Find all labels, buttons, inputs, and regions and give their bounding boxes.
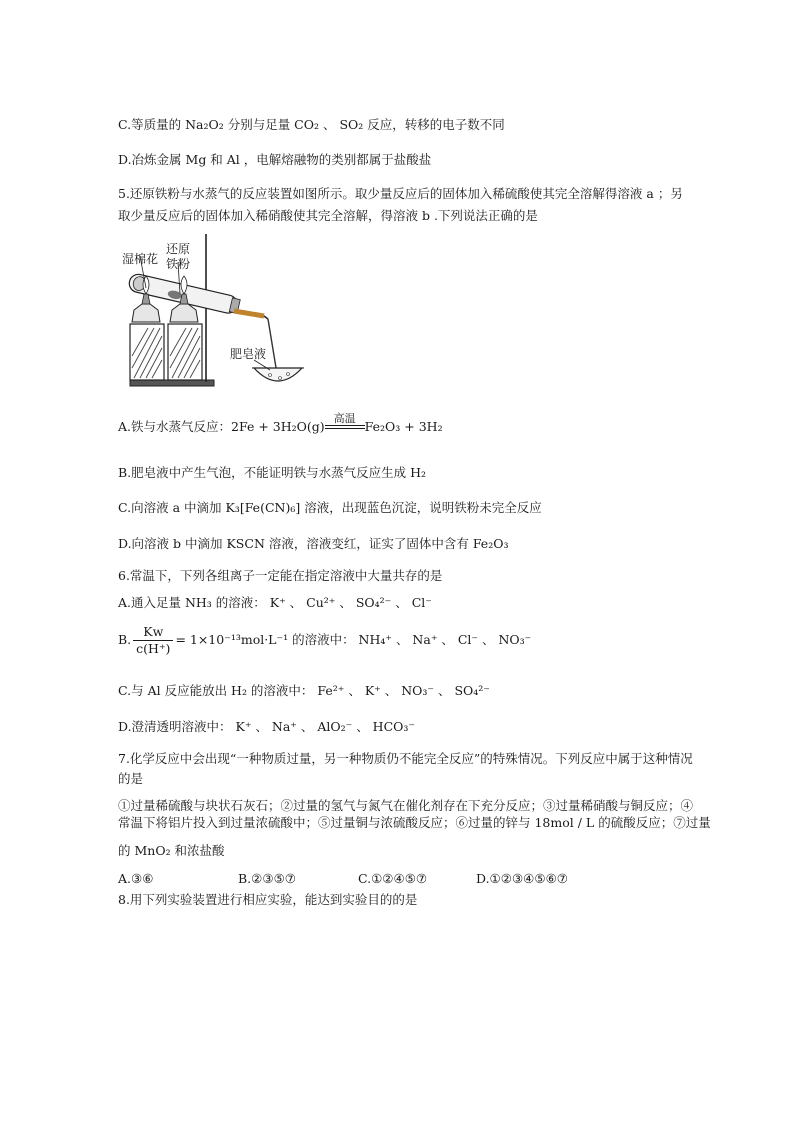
q6-option-c: C.与 Al 反应能放出 H₂ 的溶液中： Fe²⁺ 、 K⁺ 、 NO₃⁻ 、 SO₄²⁻ — [118, 683, 490, 698]
q5-option-d: D.向溶液 b 中滴加 KSCN 溶液，溶液变红，证实了固体中含有 Fe₂O₃ — [118, 536, 509, 551]
q5-option-a-prefix: A.铁与水蒸气反应： — [118, 419, 232, 434]
label-iron-powder-1: 还原 — [166, 242, 191, 256]
q5-option-a — [118, 411, 443, 436]
q5-stem: 5.还原铁粉与水蒸气的反应装置如图所示。取少量反应后的固体加入稀硫酸使其完全溶解得溶液 a ；另取少量反应后的固体加入稀硝酸使其完全溶解，得溶液 b .下列说法正确的是 — [118, 186, 683, 223]
label-iron-powder-2: 铁粉 — [166, 257, 191, 271]
q7-items-line-1: ①过量稀硫酸与块状石灰石；②过量的氢气与氮气在催化剂存在下充分反应；③过量稀硝酸与铜反应；④ — [118, 798, 694, 813]
q7-options — [118, 870, 678, 888]
q6-option-b-rest: = 1×10⁻¹³mol·L⁻¹ 的溶液中： NH₄⁺ 、 Na⁺ 、 Cl⁻ 、 NO₃⁻ — [175, 632, 532, 647]
q7-stem-line-2: 的是 — [118, 771, 144, 786]
q7-option-a: A.③⑥ — [118, 871, 154, 886]
q5-option-b: B.肥皂液中产生气泡，不能证明铁与水蒸气反应生成 H₂ — [118, 465, 427, 480]
q6-option-b — [118, 624, 531, 657]
fraction-denominator: c(H⁺) — [136, 641, 171, 656]
iron-steam-apparatus-figure — [120, 232, 420, 394]
q7-items-line-2: 常温下将铝片投入到过量浓硫酸中；⑤过量铜与浓硫酸反应；⑥过量的锌与 18mol / L 的硫酸反应；⑦过量 — [118, 815, 711, 830]
label-soap-solution: 肥皂液 — [230, 347, 267, 361]
q5-option-a-products: Fe₂O₃ + 3H₂ — [364, 419, 443, 434]
q7-option-d: D.①②③④⑤⑥⑦ — [476, 871, 568, 886]
q4-option-c: C.等质量的 Na₂O₂ 分别与足量 CO₂ 、 SO₂ 反应，转移的电子数不同 — [118, 117, 505, 132]
equals-bar — [325, 425, 365, 429]
q5-option-a-reactants: 2Fe + 3H₂O(g) — [231, 419, 325, 434]
q6-option-b-prefix: B. — [118, 632, 132, 647]
q4-option-d: D.冶炼金属 Mg 和 Al ，电解熔融物的类别都属于盐酸盐 — [118, 152, 432, 167]
reaction-condition-arrow — [325, 411, 365, 429]
q7-option-b: B.②③⑤⑦ — [238, 871, 296, 886]
q6-option-d: D.澄清透明溶液中： K⁺ 、 Na⁺ 、 AlO₂⁻ 、 HCO₃⁻ — [118, 719, 415, 734]
q6-option-a: A.通入足量 NH₃ 的溶液： K⁺ 、 Cu²⁺ 、 SO₄²⁻ 、 Cl⁻ — [118, 595, 432, 610]
q8-stem: 8.用下列实验装置进行相应实验，能达到实验目的的是 — [118, 892, 418, 907]
kw-fraction — [133, 624, 173, 657]
fraction-numerator: Kw — [133, 624, 173, 641]
q7-option-c: C.①②④⑤⑦ — [358, 871, 428, 886]
reaction-condition: 高温 — [333, 411, 356, 425]
q5-option-c: C.向溶液 a 中滴加 K₃[Fe(CN)₆] 溶液，出现蓝色沉淀，说明铁粉未完全反应 — [118, 500, 542, 515]
q7-stem-line-1: 7.化学反应中会出现“一种物质过量，另一种物质仍不能完全反应”的特殊情况。下列反应中属于这种情况 — [118, 751, 693, 766]
q6-stem: 6.常温下，下列各组离子一定能在指定溶液中大量共存的是 — [118, 568, 443, 583]
q7-items-line-3: 的 MnO₂ 和浓盐酸 — [118, 843, 225, 858]
label-wet-cotton: 湿棉花 — [122, 252, 159, 266]
